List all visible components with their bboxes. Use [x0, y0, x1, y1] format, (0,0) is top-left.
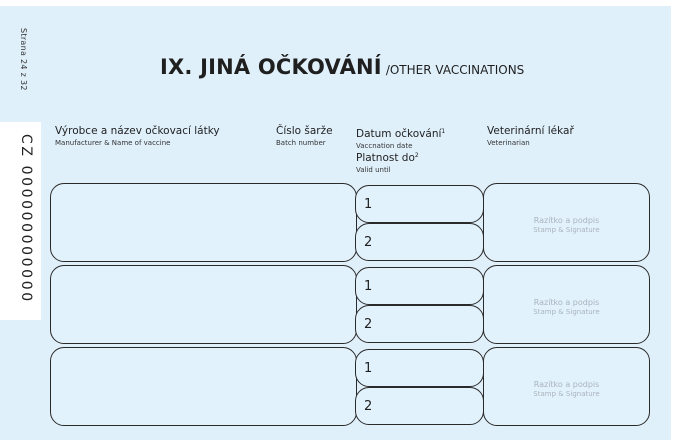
header-date — [356, 125, 445, 151]
date-number: 1 — [364, 279, 373, 294]
title-main: IX. JINÁ OČKOVÁNÍ — [160, 55, 382, 79]
vaccine-field-2[interactable] — [50, 265, 357, 344]
stamp-placeholder — [484, 215, 649, 235]
page-number: Strana 24 z 32 — [19, 28, 28, 91]
valid-number: 2 — [364, 235, 373, 250]
stamp-label-cz: Razítko a podpis — [533, 380, 600, 389]
stamp-field-2[interactable] — [483, 265, 650, 344]
date-number: 1 — [364, 197, 373, 212]
stamp-label-en: Stamp & Signature — [533, 308, 600, 316]
header-valid-en: Valid until — [356, 166, 391, 174]
date-field-1[interactable] — [355, 185, 484, 223]
header-vaccine-en: Manufacturer & Name of vaccine — [55, 139, 171, 147]
header-batch-en: Batch number — [276, 139, 326, 147]
date-field-3[interactable] — [355, 349, 484, 387]
header-date-en: Vaccnation date — [356, 142, 413, 150]
valid-field-2[interactable] — [355, 305, 484, 343]
vaccine-field-3[interactable] — [50, 347, 357, 426]
title-sub: /OTHER VACCINATIONS — [385, 63, 525, 77]
stamp-label-en: Stamp & Signature — [533, 226, 600, 234]
footnote-1: 1 — [441, 128, 446, 135]
header-batch-cz: Číslo šarže — [276, 125, 333, 137]
header-valid-cz: Platnost $do^2$ — [356, 152, 419, 164]
footnote-2: 2 — [414, 152, 419, 159]
passport-id: CZ 000000000000 — [18, 134, 34, 304]
vaccine-field-1[interactable] — [50, 183, 357, 262]
stamp-label-en: Stamp & Signature — [533, 390, 600, 398]
valid-field-3[interactable] — [355, 387, 484, 425]
valid-number: 2 — [364, 399, 373, 414]
date-number: 1 — [364, 361, 373, 376]
date-field-2[interactable] — [355, 267, 484, 305]
header-valid — [356, 149, 419, 175]
stamp-placeholder — [484, 379, 649, 399]
header-vet — [487, 125, 574, 148]
stamp-field-3[interactable] — [483, 347, 650, 426]
stamp-field-1[interactable] — [483, 183, 650, 262]
page-title — [160, 55, 524, 79]
valid-number: 2 — [364, 317, 373, 332]
stamp-label-cz: Razítko a podpis — [533, 216, 600, 225]
valid-field-1[interactable] — [355, 223, 484, 261]
header-vet-cz: Veterinární lékař — [487, 125, 574, 137]
header-vaccine-cz: Výrobce a název očkovací látky — [55, 125, 220, 137]
stamp-placeholder — [484, 297, 649, 317]
header-date-cz: Datum očkování$^1$ — [356, 128, 446, 140]
stamp-label-cz: Razítko a podpis — [533, 298, 600, 307]
header-vaccine — [55, 125, 220, 148]
header-batch — [276, 125, 333, 148]
header-vet-en: Veterinarian — [487, 139, 530, 147]
